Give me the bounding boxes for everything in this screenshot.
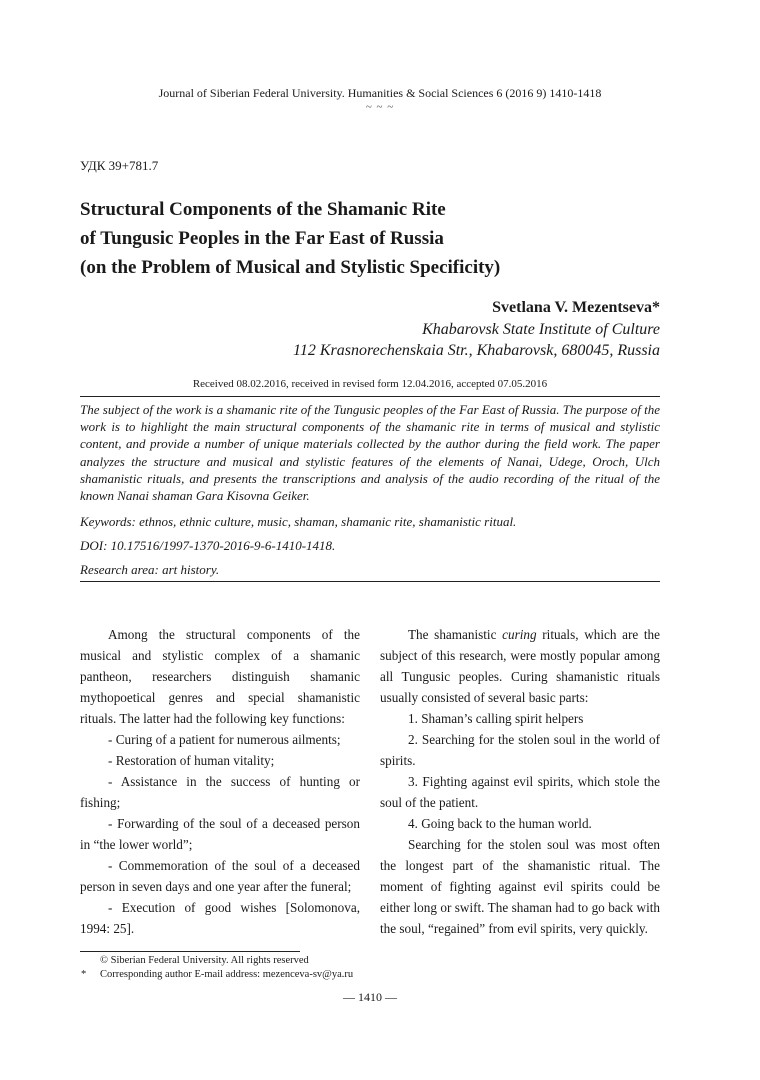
title-line-3: (on the Problem of Musical and Stylistic Specificity): [80, 257, 501, 278]
function-item: - Curing of a patient for numerous ailments;: [108, 732, 341, 747]
title-line-2: of Tungusic Peoples in the Far East of Russia: [80, 228, 444, 249]
article-title: [80, 195, 680, 282]
journal-header: Journal of Siberian Federal University. Humanities & Social Sciences 6 (2016 9) 1410-1418: [158, 86, 602, 100]
function-item: - Commemoration of the soul of a deceased person in seven days and one year after the funeral;: [80, 858, 360, 894]
footnote-copyright: © Siberian Federal University. All rights reserved: [100, 955, 309, 966]
ritual-part-item: 2. Searching for the stolen soul in the world of spirits.: [380, 732, 660, 768]
abstract-top-rule: [80, 396, 660, 397]
body-column-left: [80, 624, 360, 939]
paragraph-lead: The shamanistic: [408, 627, 503, 642]
header-separator: ~ ~ ~: [365, 101, 395, 113]
author-name: Svetlana V. Mezentseva*: [492, 299, 660, 316]
footnote-rule: [80, 951, 300, 952]
emphasis-curing: curing: [502, 627, 537, 642]
body-paragraph: Searching for the stolen soul was most often the longest part of the shamanistic ritual. The moment of fighting against evil spirits could be either long or swift. The shaman had to go back with the soul, “regained” from evil spirits, very quickly.: [380, 837, 660, 936]
ritual-part-item: 4. Going back to the human world.: [408, 816, 592, 831]
abstract: The subject of the work is a shamanic rite of the Tungusic peoples of the Far East of Russia. The purpose of the work is to highlight the main structural components of the shamanic rite in terms of musical and stylistic content, and provide a number of unique materials collected by the author during the field work. The paper analyzes the structure and musical and stylistic features of the elements of Nanai, Udege, Oroch, Ulch shamanistic rituals, and presents the transcriptions and analysis of the audio recording of the ritual of the known Nanai shaman Gara Kisovna Geiker.: [80, 402, 660, 504]
function-item: - Forwarding of the soul of a deceased person in “the lower world”;: [80, 816, 360, 852]
ritual-part-item: 3. Fighting against evil spirits, which stole the soul of the patient.: [380, 774, 660, 810]
title-line-1: Structural Components of the Shamanic Rite: [80, 199, 446, 220]
paragraph-rest: rituals, which are the subject of this research, were mostly popular among all Tungusic peoples. Curing shamanistic rituals usually consisted of several basic parts:: [380, 627, 661, 705]
function-item: - Restoration of human vitality;: [108, 753, 275, 768]
udk-code: УДК 39+781.7: [80, 158, 159, 173]
keywords: Keywords: ethnos, ethnic culture, music, shaman, shamanic rite, shamanistic ritual.: [80, 514, 517, 529]
author-block: [293, 297, 660, 361]
body-paragraph: Among the structural components of the musical and stylistic complex of a shamanic pantheon, researchers distinguish shamanic mythopoetical genres and special shamanistic rituals. The latter had the following key functions:: [80, 627, 360, 726]
ritual-part-item: 1. Shaman’s calling spirit helpers: [408, 711, 584, 726]
footnote-asterisk: *: [81, 969, 87, 980]
page-number: — 1410 —: [343, 990, 397, 1004]
function-item: - Assistance in the success of hunting or fishing;: [80, 774, 360, 810]
function-item: - Execution of good wishes [Solomonova, 1994: 25].: [80, 900, 360, 936]
abstract-bottom-rule: [80, 581, 660, 582]
research-area: Research area: art history.: [80, 562, 220, 577]
author-institution: Khabarovsk State Institute of Culture: [422, 321, 660, 338]
body-paragraph: [380, 624, 660, 708]
body-column-right: [380, 624, 660, 939]
author-address: 112 Krasnorechenskaia Str., Khabarovsk, 680045, Russia: [293, 342, 660, 359]
footnote-corresponding: Corresponding author E-mail address: mezenceva-sv@ya.ru: [100, 969, 354, 980]
received-dates: Received 08.02.2016, received in revised form 12.04.2016, accepted 07.05.2016: [192, 378, 548, 390]
doi: DOI: 10.17516/1997-1370-2016-9-6-1410-1418.: [80, 538, 336, 553]
